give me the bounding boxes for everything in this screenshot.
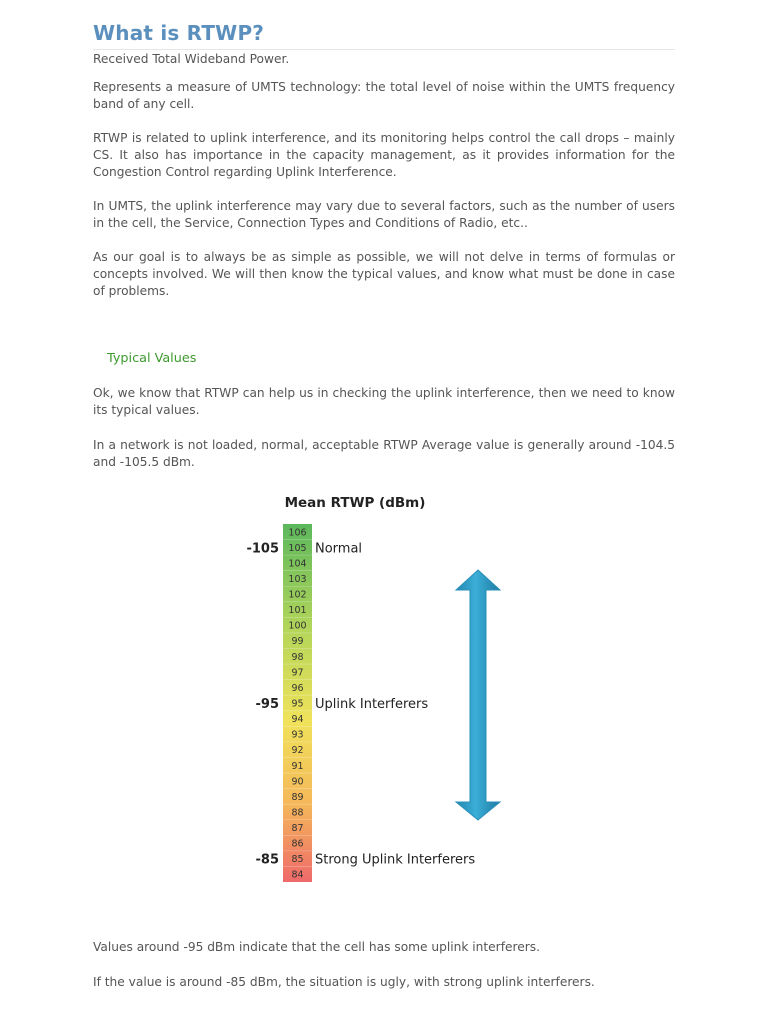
scale-tick-label: 103: [288, 573, 307, 585]
chart-title: Mean RTWP (dBm): [284, 495, 426, 511]
scale-tick-label: 104: [288, 558, 307, 570]
scale-tick-label: 90: [291, 776, 304, 788]
paragraph-definition: Represents a measure of UMTS technology: the total level of noise within the UMTS frequency band of any cell.: [93, 80, 675, 111]
scale-tick-label: 99: [291, 636, 304, 648]
title-divider: [93, 49, 675, 50]
marker-text-label: Uplink Interferers: [315, 697, 429, 712]
scale-tick-label: 94: [291, 714, 304, 726]
scale-tick-label: 89: [291, 791, 304, 803]
marker-value-label: -105: [246, 541, 279, 557]
scale-tick-label: 106: [288, 527, 307, 539]
scale-tick-label: 86: [291, 838, 304, 850]
scale-tick-label: 105: [288, 542, 307, 554]
paragraph-minus85: If the value is around -85 dBm, the situation is ugly, with strong uplink interferers.: [93, 975, 595, 989]
paragraph-goal: As our goal is to always be as simple as possible, we will not delve in terms of formulas or concepts involved. We will then know the typical values, and know what must be done in case of problems.: [93, 250, 675, 298]
scale-tick-label: 101: [288, 605, 307, 617]
paragraph-typical-intro: Ok, we know that RTWP can help us in checking the uplink interference, then we need to know its typical values.: [93, 386, 675, 417]
scale-tick-label: 84: [291, 869, 304, 881]
marker-value-label: -85: [255, 852, 279, 868]
page-title: What is RTWP?: [93, 21, 265, 45]
paragraph-typical-normal: In a network is not loaded, normal, acceptable RTWP Average value is generally around -104.5 and -105.5 dBm.: [93, 438, 675, 469]
marker-value-label: -95: [255, 697, 279, 712]
marker-text-label: Normal: [315, 541, 363, 557]
scale-tick-label: 100: [288, 620, 307, 632]
scale-tick-label: 98: [291, 651, 304, 663]
scale-tick-label: 96: [291, 682, 304, 694]
marker-text-label: Strong Uplink Interferers: [315, 852, 476, 868]
paragraph-uplink: RTWP is related to uplink interference, and its monitoring helps control the call drops – mainly CS. It also has importance in the capacity management, as it provides information for the Congestion Control regarding Uplink Interference.: [93, 131, 675, 179]
paragraph-minus95: Values around -95 dBm indicate that the cell has some uplink interferers.: [93, 940, 540, 954]
rtwp-chart: [240, 490, 520, 890]
paragraph-factors: In UMTS, the uplink interference may vary due to several factors, such as the number of users in the cell, the Service, Connection Types and Conditions of Radio, etc..: [93, 199, 675, 230]
subtitle: Received Total Wideband Power.: [93, 52, 290, 66]
scale-tick-label: 97: [291, 667, 304, 679]
scale-tick-label: 91: [291, 760, 304, 772]
scale-tick-label: 102: [288, 589, 307, 601]
double-arrow-icon: [456, 570, 500, 820]
scale-tick-label: 93: [291, 729, 304, 741]
scale-tick-label: 95: [291, 698, 304, 710]
scale-tick-label: 88: [291, 807, 304, 819]
section-heading-typical-values: Typical Values: [107, 351, 197, 366]
scale-tick-label: 87: [291, 823, 304, 835]
scale-tick-label: 92: [291, 745, 304, 757]
scale-tick-label: 85: [291, 854, 304, 866]
rtwp-chart-svg: [240, 490, 520, 890]
